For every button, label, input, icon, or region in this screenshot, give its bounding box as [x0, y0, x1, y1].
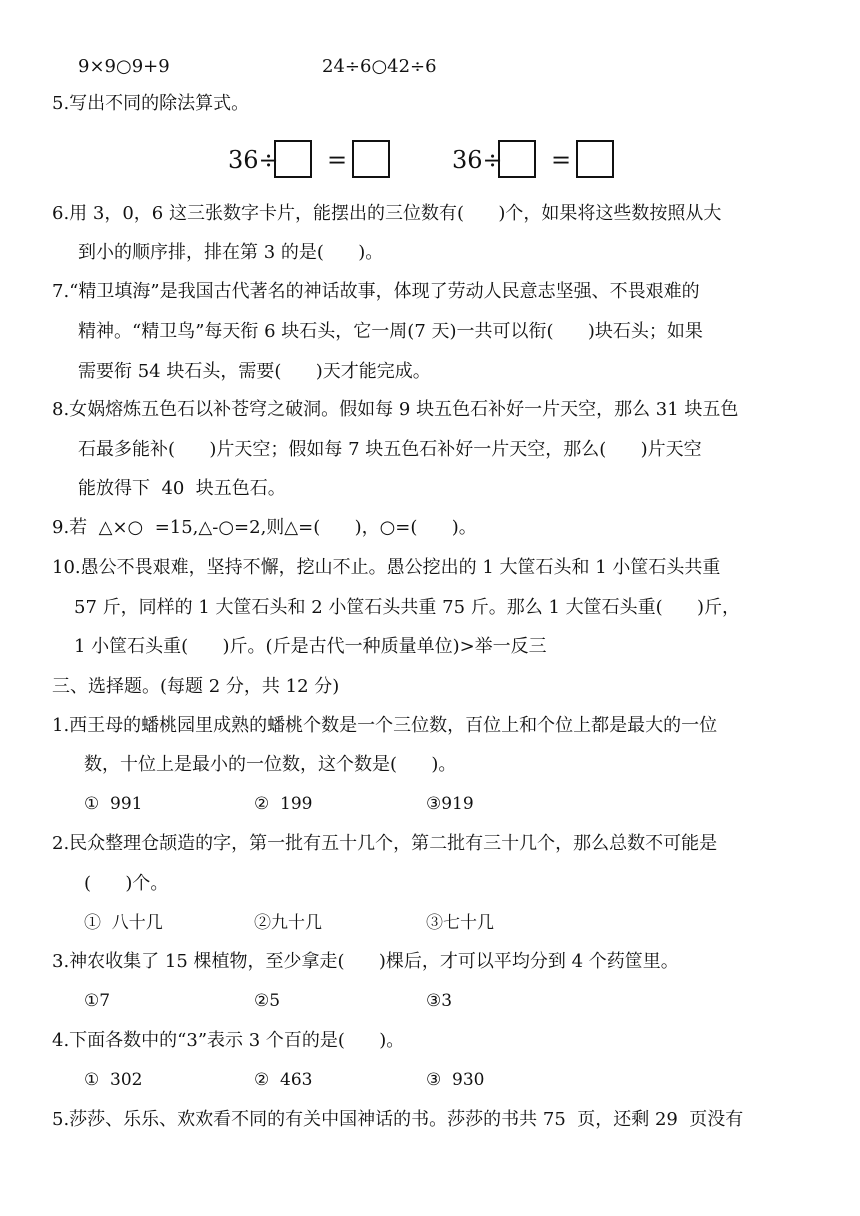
question-5-title: 5.写出不同的除法算式。: [52, 93, 250, 114]
question-8-line-3: 能放得下 40 块五色石。: [78, 478, 286, 499]
choice-2-option-1[interactable]: ① 八十几: [84, 913, 163, 933]
question-7-line-1: 7.“精卫填海”是我国古代著名的神话故事，体现了劳动人民意志坚强、不畏艰难的: [52, 281, 700, 302]
choice-3-option-1[interactable]: ①7: [84, 991, 111, 1011]
choice-5-line-1: 5.莎莎、乐乐、欢欢看不同的有关中国神话的书。莎莎的书共 75 页，还剩 29 页没有: [52, 1109, 744, 1130]
division-eq2-divisor-box[interactable]: [498, 140, 536, 178]
division-eq2-quotient-box[interactable]: [576, 140, 614, 178]
question-10-line-2: 57 斤，同样的 1 大筐石头和 2 小筐石头共重 75 斤。那么 1 大筐石头重( )斤，: [74, 597, 741, 618]
choice-4-option-3[interactable]: ③ 930: [426, 1070, 485, 1090]
division-eq1-prefix: 36÷: [228, 146, 279, 174]
choice-1-option-3[interactable]: ③919: [426, 794, 474, 814]
choice-2-line-2: ( )个。: [84, 873, 169, 894]
division-eq2-prefix: 36÷: [452, 146, 503, 174]
question-6-line-2: 到小的顺序排，排在第 3 的是( )。: [78, 242, 384, 263]
choice-4-option-1[interactable]: ① 302: [84, 1070, 143, 1090]
division-eq1-equals: =: [327, 146, 348, 174]
choice-1-line-1: 1.西王母的蟠桃园里成熟的蟠桃个数是一个三位数，百位上和个位上都是最大的一位: [52, 715, 718, 736]
division-eq1-quotient-box[interactable]: [352, 140, 390, 178]
compare-expression-left: 9×9○9+9: [78, 56, 170, 77]
question-8-line-1: 8.女娲熔炼五色石以补苍穹之破洞。假如每 9 块五色石补好一片天空，那么 31 块五色: [52, 399, 739, 420]
question-8-line-2: 石最多能补( )片天空；假如每 7 块五色石补好一片天空，那么( )片天空: [78, 439, 702, 460]
division-eq2-equals: =: [551, 146, 572, 174]
choice-2-line-1: 2.民众整理仓颉造的字，第一批有五十几个，第二批有三十几个，那么总数不可能是: [52, 833, 718, 854]
choice-3-option-3[interactable]: ③3: [426, 991, 453, 1011]
section-3-title: 三、选择题。(每题 2 分，共 12 分): [52, 676, 340, 697]
question-7-line-2: 精神。“精卫鸟”每天衔 6 块石头，它一周(7 天)一共可以衔( )块石头；如果: [78, 321, 703, 342]
choice-4-option-2[interactable]: ② 463: [254, 1070, 313, 1090]
compare-expression-right: 24÷6○42÷6: [322, 56, 437, 77]
division-eq1-divisor-box[interactable]: [274, 140, 312, 178]
choice-1-option-2[interactable]: ② 199: [254, 794, 313, 814]
question-7-line-3: 需要衔 54 块石头，需要( )天才能完成。: [78, 361, 431, 382]
question-9-line-1: 9.若 △×○ =15,△-○=2,则△=( )，○=( )。: [52, 517, 477, 538]
question-6-line-1: 6.用 3，0，6 这三张数字卡片，能摆出的三位数有( )个，如果将这些数按照从大: [52, 203, 722, 224]
choice-3-line-1: 3.神农收集了 15 棵植物，至少拿走( )棵后，才可以平均分到 4 个药筐里。: [52, 951, 679, 972]
choice-2-option-2[interactable]: ②九十几: [254, 913, 322, 933]
choice-4-line-1: 4.下面各数中的“3”表示 3 个百的是( )。: [52, 1030, 405, 1051]
choice-3-option-2[interactable]: ②5: [254, 991, 281, 1011]
choice-2-option-3[interactable]: ③七十几: [426, 913, 494, 933]
choice-1-line-2: 数，十位上是最小的一位数，这个数是( )。: [84, 754, 457, 775]
question-10-line-1: 10.愚公不畏艰难，坚持不懈，挖山不止。愚公挖出的 1 大筐石头和 1 小筐石头共重: [52, 557, 721, 578]
choice-1-option-1[interactable]: ① 991: [84, 794, 143, 814]
question-10-line-3: 1 小筐石头重( )斤。(斤是古代一种质量单位)>举一反三: [74, 636, 547, 657]
